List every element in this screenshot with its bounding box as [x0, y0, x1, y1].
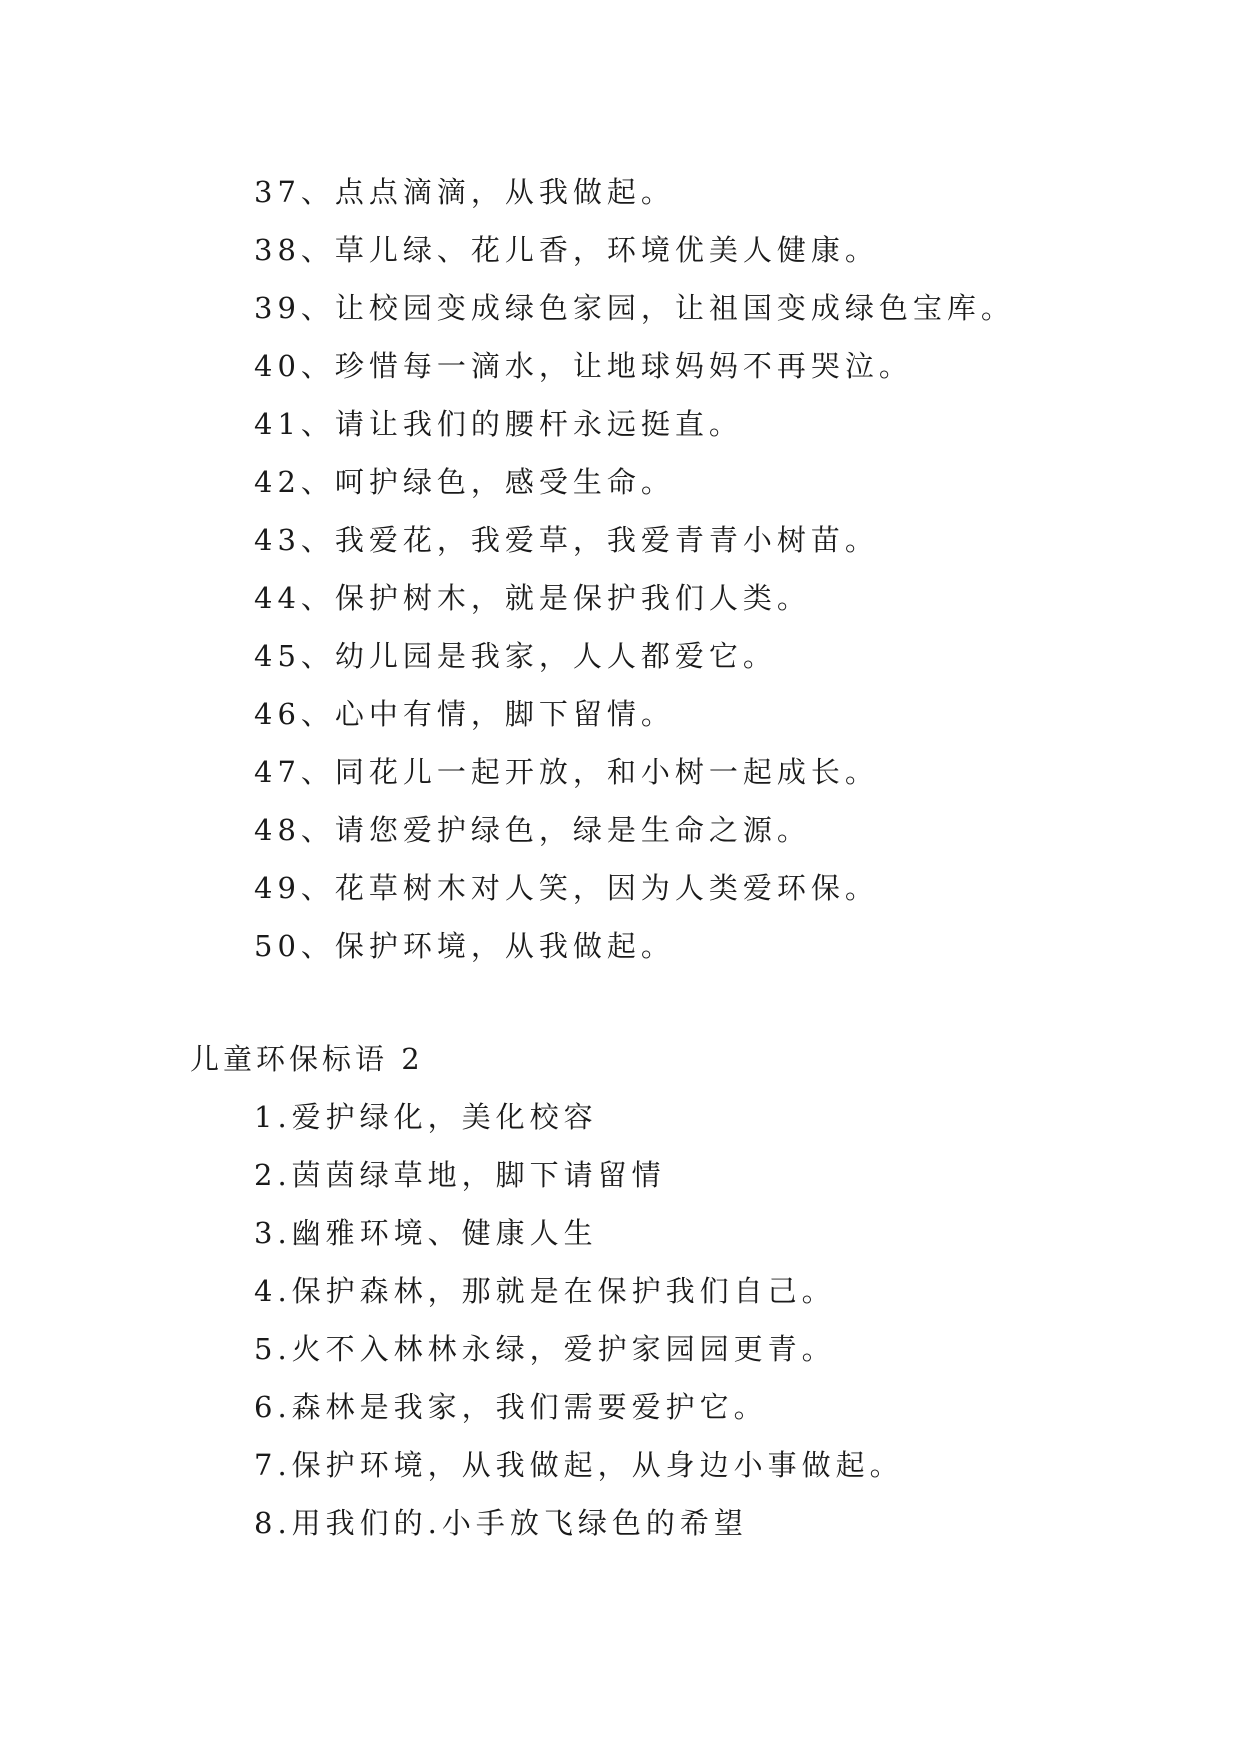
slogan-item: 1.爱护绿化，美化校容 [254, 1100, 598, 1134]
slogan-item: 50、保护环境，从我做起。 [254, 929, 675, 963]
slogan-item: 4.保护森林，那就是在保护我们自己。 [254, 1274, 836, 1308]
slogan-item: 48、请您爱护绿色，绿是生命之源。 [254, 813, 811, 847]
slogan-item: 44、保护树木，就是保护我们人类。 [254, 581, 811, 615]
slogan-item: 41、请让我们的腰杆永远挺直。 [254, 407, 743, 441]
slogan-item: 38、草儿绿、花儿香，环境优美人健康。 [254, 233, 879, 267]
slogan-item: 40、珍惜每一滴水，让地球妈妈不再哭泣。 [254, 349, 913, 383]
slogan-item: 49、花草树木对人笑，因为人类爱环保。 [254, 871, 879, 905]
slogan-item: 7.保护环境，从我做起，从身边小事做起。 [254, 1448, 904, 1482]
slogan-item: 3.幽雅环境、健康人生 [254, 1216, 598, 1250]
slogan-item: 43、我爱花，我爱草，我爱青青小树苗。 [254, 523, 879, 557]
slogan-item: 8.用我们的.小手放飞绿色的希望 [254, 1506, 748, 1540]
slogan-list-part-1 [254, 163, 1015, 975]
slogan-item: 6.森林是我家，我们需要爱护它。 [254, 1390, 768, 1424]
slogan-item: 5.火不入林林永绿，爱护家园园更青。 [254, 1332, 836, 1366]
slogan-item: 39、让校园变成绿色家园，让祖国变成绿色宝库。 [254, 291, 1015, 325]
slogan-item: 37、点点滴滴，从我做起。 [254, 175, 675, 209]
slogan-item: 42、呵护绿色，感受生命。 [254, 465, 675, 499]
slogan-item: 47、同花儿一起开放，和小树一起成长。 [254, 755, 879, 789]
slogan-list-part-2 [254, 1088, 904, 1552]
slogan-item: 45、幼儿园是我家，人人都爱它。 [254, 639, 777, 673]
slogan-item: 46、心中有情，脚下留情。 [254, 697, 675, 731]
slogan-item: 2.茵茵绿草地，脚下请留情 [254, 1158, 666, 1192]
section-heading: 儿童环保标语 2 [190, 1042, 424, 1076]
